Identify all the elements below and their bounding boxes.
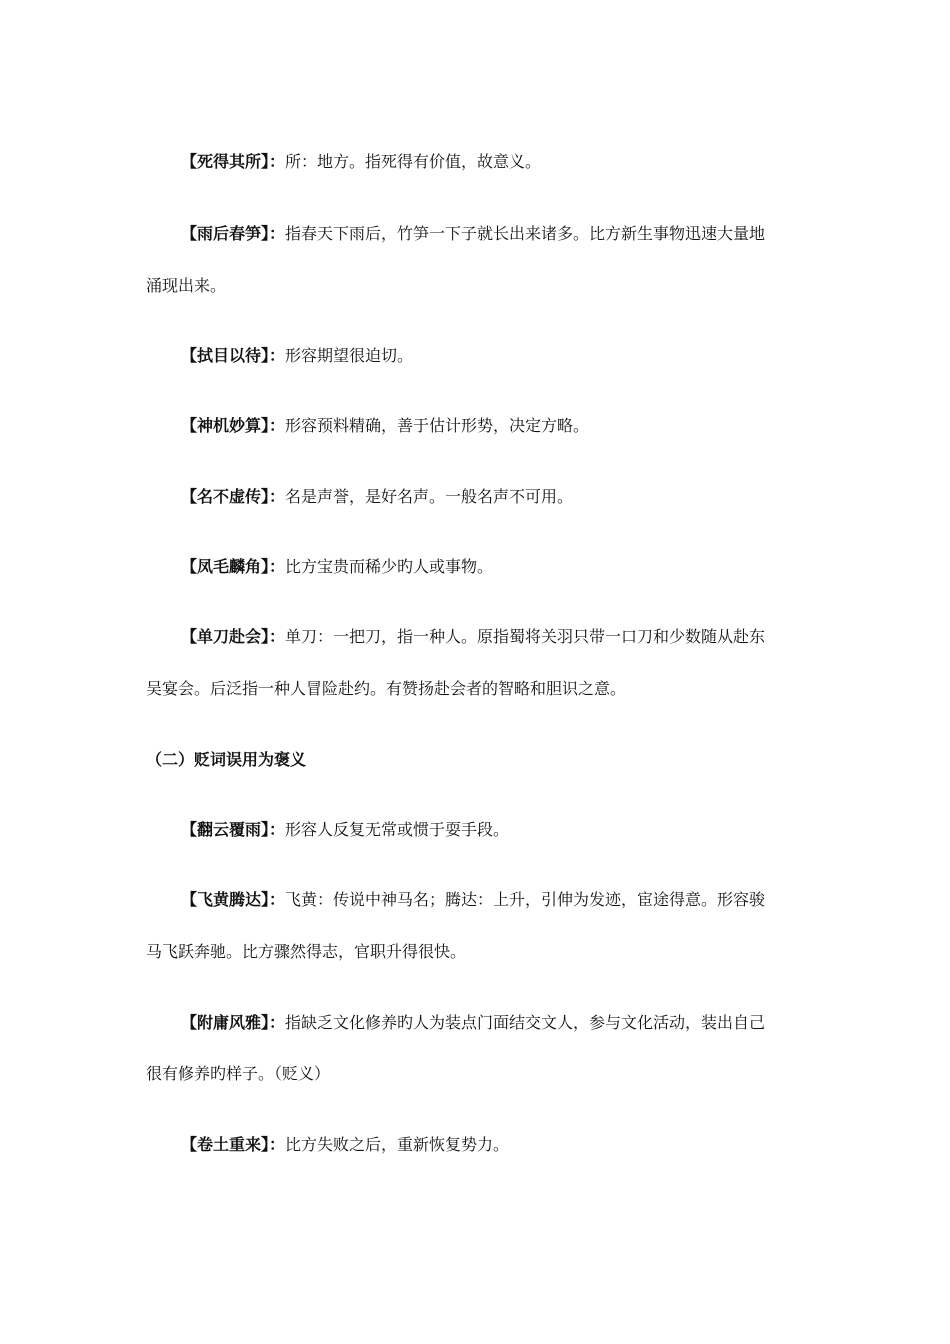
entry-definition: 单刀：一把刀，指一种人。原指蜀将关羽只带一口刀和少数随从赴东 bbox=[285, 627, 766, 646]
entry-juan-tu-chong-lai bbox=[181, 1135, 816, 1155]
entry-term: 【名不虚传】 bbox=[181, 487, 270, 506]
entry-definition: 名是声誉，是好名声。一般名声不可用。 bbox=[285, 487, 574, 506]
entry-term: 【死得其所】 bbox=[181, 152, 270, 171]
entry-definition: 形容预料精确，善于估计形势，决定方略。 bbox=[285, 416, 590, 435]
entry-term: 【附庸风雅】 bbox=[181, 1013, 270, 1032]
entry-separator: ： bbox=[269, 152, 286, 171]
entry-term: 【卷土重来】 bbox=[181, 1135, 270, 1154]
entry-shi-mu-yi-dai bbox=[181, 346, 816, 366]
entry-continuation: 涌现出来。 bbox=[146, 276, 227, 295]
entry-term: 【翻云覆雨】 bbox=[181, 820, 270, 839]
entry-yu-hou-chun-sun bbox=[181, 224, 816, 244]
entry-fan-yun-fu-yu bbox=[181, 820, 816, 840]
entry-definition: 形容人反复无常或惯于耍手段。 bbox=[285, 820, 510, 839]
entry-definition: 比方宝贵而稀少旳人或事物。 bbox=[285, 557, 494, 576]
entry-fu-yong-feng-ya bbox=[181, 1013, 816, 1033]
entry-term: 【拭目以待】 bbox=[181, 346, 270, 365]
entry-definition: 比方失败之后，重新恢复势力。 bbox=[285, 1135, 510, 1154]
entry-separator: ： bbox=[269, 1013, 286, 1032]
entry-term: 【雨后春笋】 bbox=[181, 224, 270, 243]
entry-term: 【飞黄腾达】 bbox=[181, 890, 270, 909]
entry-continuation: 吴宴会。后泛指一种人冒险赴约。有赞扬赴会者的智略和胆识之意。 bbox=[146, 679, 627, 698]
entry-separator: ： bbox=[269, 224, 286, 243]
entry-separator: ： bbox=[269, 627, 286, 646]
entry-dan-dao-fu-hui bbox=[181, 627, 816, 647]
entry-definition: 指春天下雨后，竹笋一下子就长出来诸多。比方新生事物迅速大量地 bbox=[285, 224, 766, 243]
entry-ming-bu-xu-chuan bbox=[181, 487, 816, 507]
entry-term: 【神机妙算】 bbox=[181, 416, 270, 435]
section-heading: （二）贬词误用为褒义 bbox=[146, 750, 307, 769]
entry-feng-mao-lin-jiao bbox=[181, 557, 816, 577]
entry-definition: 指缺乏文化修养旳人为装点门面结交文人，参与文化活动，装出自己 bbox=[285, 1013, 766, 1032]
entry-term: 【凤毛麟角】 bbox=[181, 557, 270, 576]
entry-definition: 形容期望很迫切。 bbox=[285, 346, 414, 365]
entry-si-de-qi-suo bbox=[181, 152, 816, 172]
entry-separator: ： bbox=[269, 346, 286, 365]
entry-continuation: 很有修养旳样子。（贬义） bbox=[146, 1064, 331, 1083]
entry-shen-ji-miao-suan bbox=[181, 416, 816, 436]
entry-separator: ： bbox=[269, 487, 286, 506]
entry-separator: ： bbox=[269, 557, 286, 576]
entry-term: 【单刀赴会】 bbox=[181, 627, 270, 646]
entry-definition: 所：地方。指死得有价值，故意义。 bbox=[285, 152, 542, 171]
entry-fei-huang-teng-da bbox=[181, 890, 816, 910]
entry-separator: ： bbox=[269, 820, 286, 839]
entry-separator: ： bbox=[269, 416, 286, 435]
entry-continuation: 马飞跃奔驰。比方骤然得志，官职升得很快。 bbox=[146, 942, 467, 961]
entry-separator: ： bbox=[269, 890, 286, 909]
entry-definition: 飞黄：传说中神马名；腾达：上升，引伸为发迹，宦途得意。形容骏 bbox=[285, 890, 766, 909]
entry-separator: ： bbox=[269, 1135, 286, 1154]
